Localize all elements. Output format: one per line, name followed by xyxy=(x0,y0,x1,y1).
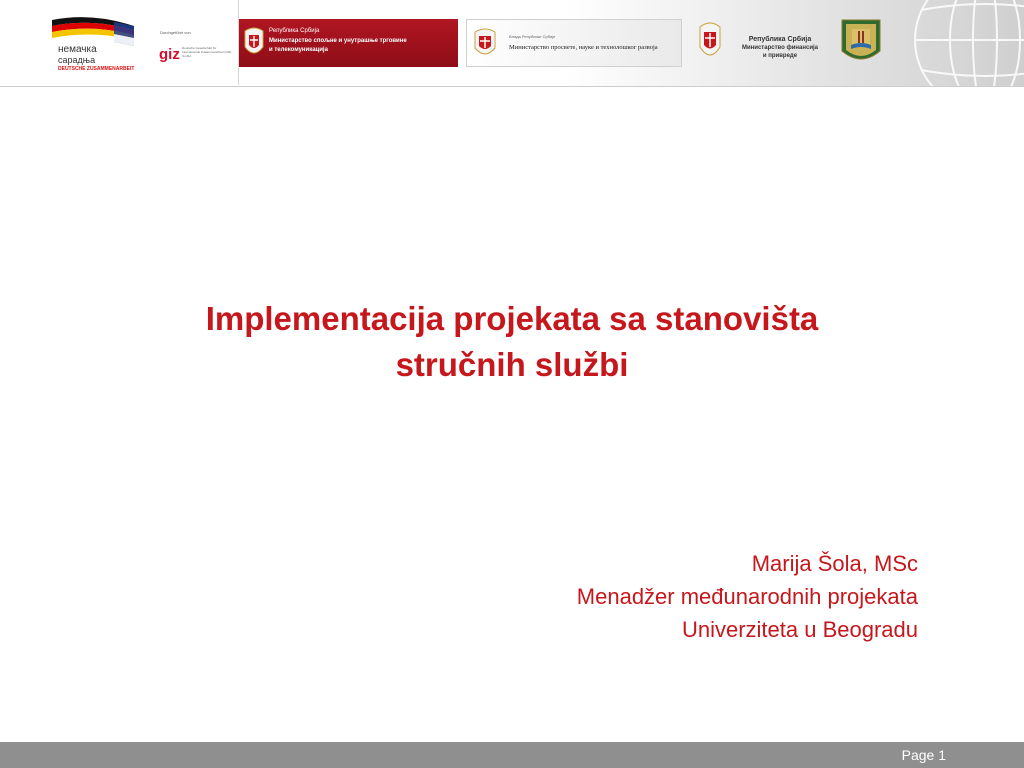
deutsche-zusammenarbeit-text: DEUTSCHE ZUSAMMENARBEIT xyxy=(58,66,135,72)
author-affiliation: Univerziteta u Beogradu xyxy=(681,617,918,642)
ministry-finance-line3: и привреде xyxy=(762,53,798,59)
globe-watermark-icon xyxy=(895,0,1024,86)
ministry-trade-line1: Република Србија xyxy=(269,28,320,34)
giz-wordmark: giz xyxy=(159,46,180,63)
belgrade-university-crest-icon xyxy=(841,19,881,67)
nemacka-text: немачка xyxy=(58,44,97,55)
serbian-coat-of-arms-icon xyxy=(471,26,499,62)
footer-bar xyxy=(0,742,1024,768)
ministry-education-line1: Влада Републике Србије xyxy=(509,34,556,39)
ministry-education-line2: Министарство просвете, науке и технолошког развоја xyxy=(509,44,658,51)
serbian-coat-of-arms-icon xyxy=(243,25,265,61)
page-number: Page 1 xyxy=(901,747,946,763)
author-block xyxy=(577,547,918,646)
slide-title xyxy=(0,296,1024,388)
header-banner xyxy=(0,0,1024,87)
ministry-education-logo xyxy=(466,19,682,67)
ministry-finance-logo xyxy=(730,36,830,60)
title-line2: stručnih službi xyxy=(395,346,629,383)
title-line1: Implementacija projekata sa stanovišta xyxy=(205,300,819,337)
serbian-coat-of-arms-icon xyxy=(697,19,723,65)
author-role: Menadžer međunarodnih projekata xyxy=(576,584,918,609)
ministry-finance-line2: Министарство финансија xyxy=(741,45,819,51)
saradnja-text: сарадња xyxy=(58,55,96,65)
ministry-trade-line2: Министарство спољне и унутрашње трговине xyxy=(269,38,407,44)
ministry-trade-logo xyxy=(239,19,458,67)
ministry-trade-line3: и телекомуникација xyxy=(269,47,328,53)
giz-description: Deutsche Gesellschaft für Internationale Zusammenarbeit (GIZ) GmbH xyxy=(182,46,232,58)
german-serbian-flag-icon xyxy=(52,16,134,46)
giz-logo-block xyxy=(38,0,239,85)
ministry-finance-line1: Република Србија xyxy=(748,36,812,43)
author-name: Marija Šola, MSc xyxy=(751,551,918,576)
durchgefuehrt-text: Durchgeführt von xyxy=(160,30,191,35)
